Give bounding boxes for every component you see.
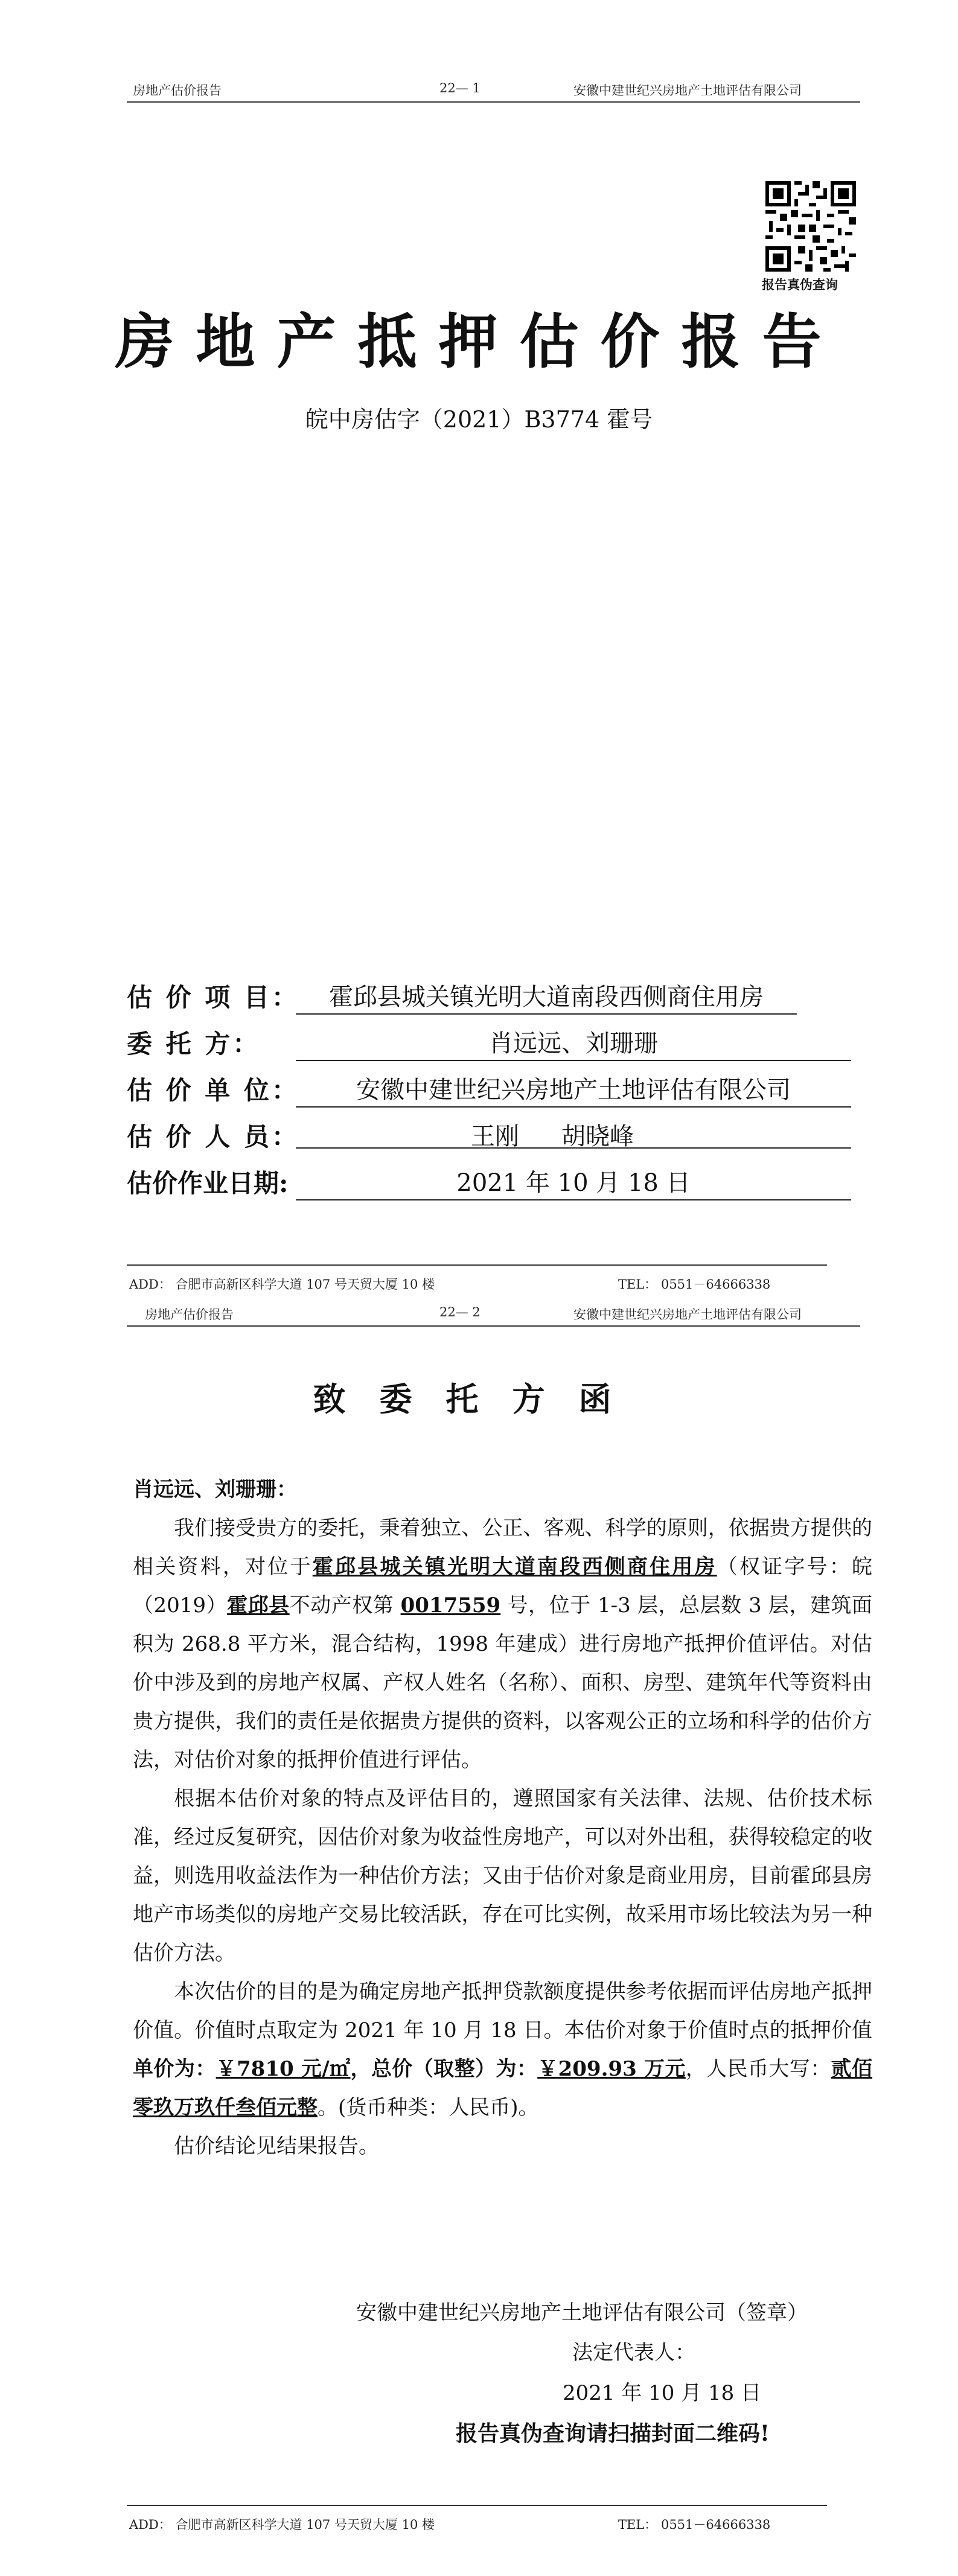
footer-tel: TEL： 0551－64666338 [618, 2517, 771, 2532]
paragraph-4: 估价结论见结果报告。 [174, 2134, 379, 2158]
property-location: 霍邱县城关镇光明大道南段西侧商住用房 [312, 1555, 717, 1579]
header-left: 房地产估价报告 [133, 83, 222, 98]
company-label: 估 价 单 位： [127, 1076, 299, 1105]
document-number: 皖中房估字（2021）B3774 霍号 [305, 406, 653, 433]
qr-code[interactable] [765, 181, 856, 272]
date-label: 估价作业日期: [127, 1168, 289, 1198]
header-right: 安徽中建世纪兴房地产土地评估有限公司 [573, 1307, 802, 1322]
client-value: 肖远远、刘珊珊 [296, 1024, 851, 1061]
appraiser-2: 胡晓峰 [561, 1123, 634, 1150]
county-name: 霍邱县 [227, 1593, 290, 1618]
report-title: 房地产抵押估价报告 [115, 307, 843, 377]
letter-title: 致委托方函 [313, 1380, 645, 1418]
legal-representative: 法定代表人： [572, 2341, 695, 2365]
date-value: 2021 年 10 月 18 日 [296, 1164, 851, 1200]
project-label: 估 价 项 目： [127, 983, 299, 1012]
header-page-number: 22— 2 [439, 1305, 481, 1319]
appraisers-label: 估 价 人 员： [127, 1122, 299, 1152]
header-rule [127, 101, 860, 103]
footer-address: ADD： 合肥市高新区科学大道 107 号天贸大厦 10 楼 [129, 2517, 435, 2532]
footer-rule [127, 1264, 827, 1266]
paragraph-1: 我们接受贵方的委托，秉着独立、公正、客观、科学的原则，依据贵方提供的相关资料，对位于霍邱县城关镇光明大道南段西侧商住用房（权证字号：皖（2019）霍邱县不动产权第 0017559 号，位于 1-3 层，总层数 3 层，建筑面积为 268.8 平方米，混合结构，1998 年建成）进行房地产抵押价值评估。对估价中涉及到的房地产权属、产权人姓名（名称）、面积、房型、建筑年代等资料由贵方提供，我们的责任是依据贵方提供的资料，以客观公正的立场和科学的估价方法，对估价对象的抵押价值进行评估。 [133, 1516, 872, 1772]
appraisers-value-line [296, 1117, 851, 1149]
header-left: 房地产估价报告 [145, 1307, 234, 1322]
signature-date: 2021 年 10 月 18 日 [563, 2381, 762, 2405]
project-value: 霍邱县城关镇光明大道南段西侧商住用房 [296, 978, 797, 1015]
company-value: 安徽中建世纪兴房地产土地评估有限公司 [296, 1071, 851, 1108]
certificate-number: 0017559 [400, 1593, 501, 1618]
footer-rule [127, 2505, 827, 2506]
letter-body [133, 1509, 872, 2166]
header-page-number: 22— 1 [439, 81, 481, 95]
verify-note: 报告真伪查询请扫描封面二维码! [456, 2421, 770, 2446]
unit-price: ￥7810 元/㎡ [216, 2057, 351, 2081]
header-right: 安徽中建世纪兴房地产土地评估有限公司 [573, 83, 802, 98]
signature-company: 安徽中建世纪兴房地产土地评估有限公司（签章） [356, 2301, 808, 2325]
header-rule [127, 1325, 860, 1327]
qr-caption: 报告真伪查询 [762, 277, 838, 292]
paragraph-2: 根据本估价对象的特点及评估目的，遵照国家有关法律、法规、估价技术标准，经过反复研究，因估价对象为收益性房地产，可以对外出租，获得较稳定的收益，则选用收益法作为一种估价方法；又由于估价对象是商业用房，目前霍邱县房地产市场类似的房地产交易比较活跃，存在可比实例，故采用市场比较法为另一种估价方法。 [133, 1787, 872, 1965]
paragraph-3: 本次估价的目的是为确定房地产抵押贷款额度提供参考依据而评估房地产抵押价值。价值时点取定为 2021 年 10 月 18 日。本估价对象于价值时点的抵押价值单价为：￥7810 元/㎡，总价（取整）为：￥209.93 万元，人民币大写：贰佰零玖万玖仟叁佰元整。(货币种类：人民币)。 [133, 1980, 873, 2120]
client-label: 委 托 方： [127, 1029, 261, 1059]
amount-in-words: 贰佰零玖万玖仟叁佰元整 [133, 2057, 873, 2120]
appraiser-1: 王刚 [471, 1123, 519, 1150]
salutation: 肖远远、刘珊珊： [133, 1478, 297, 1502]
footer-address: ADD： 合肥市高新区科学大道 107 号天贸大厦 10 楼 [129, 1277, 435, 1292]
footer-tel: TEL： 0551－64666338 [618, 1277, 771, 1292]
total-price: ￥209.93 万元 [537, 2057, 686, 2081]
